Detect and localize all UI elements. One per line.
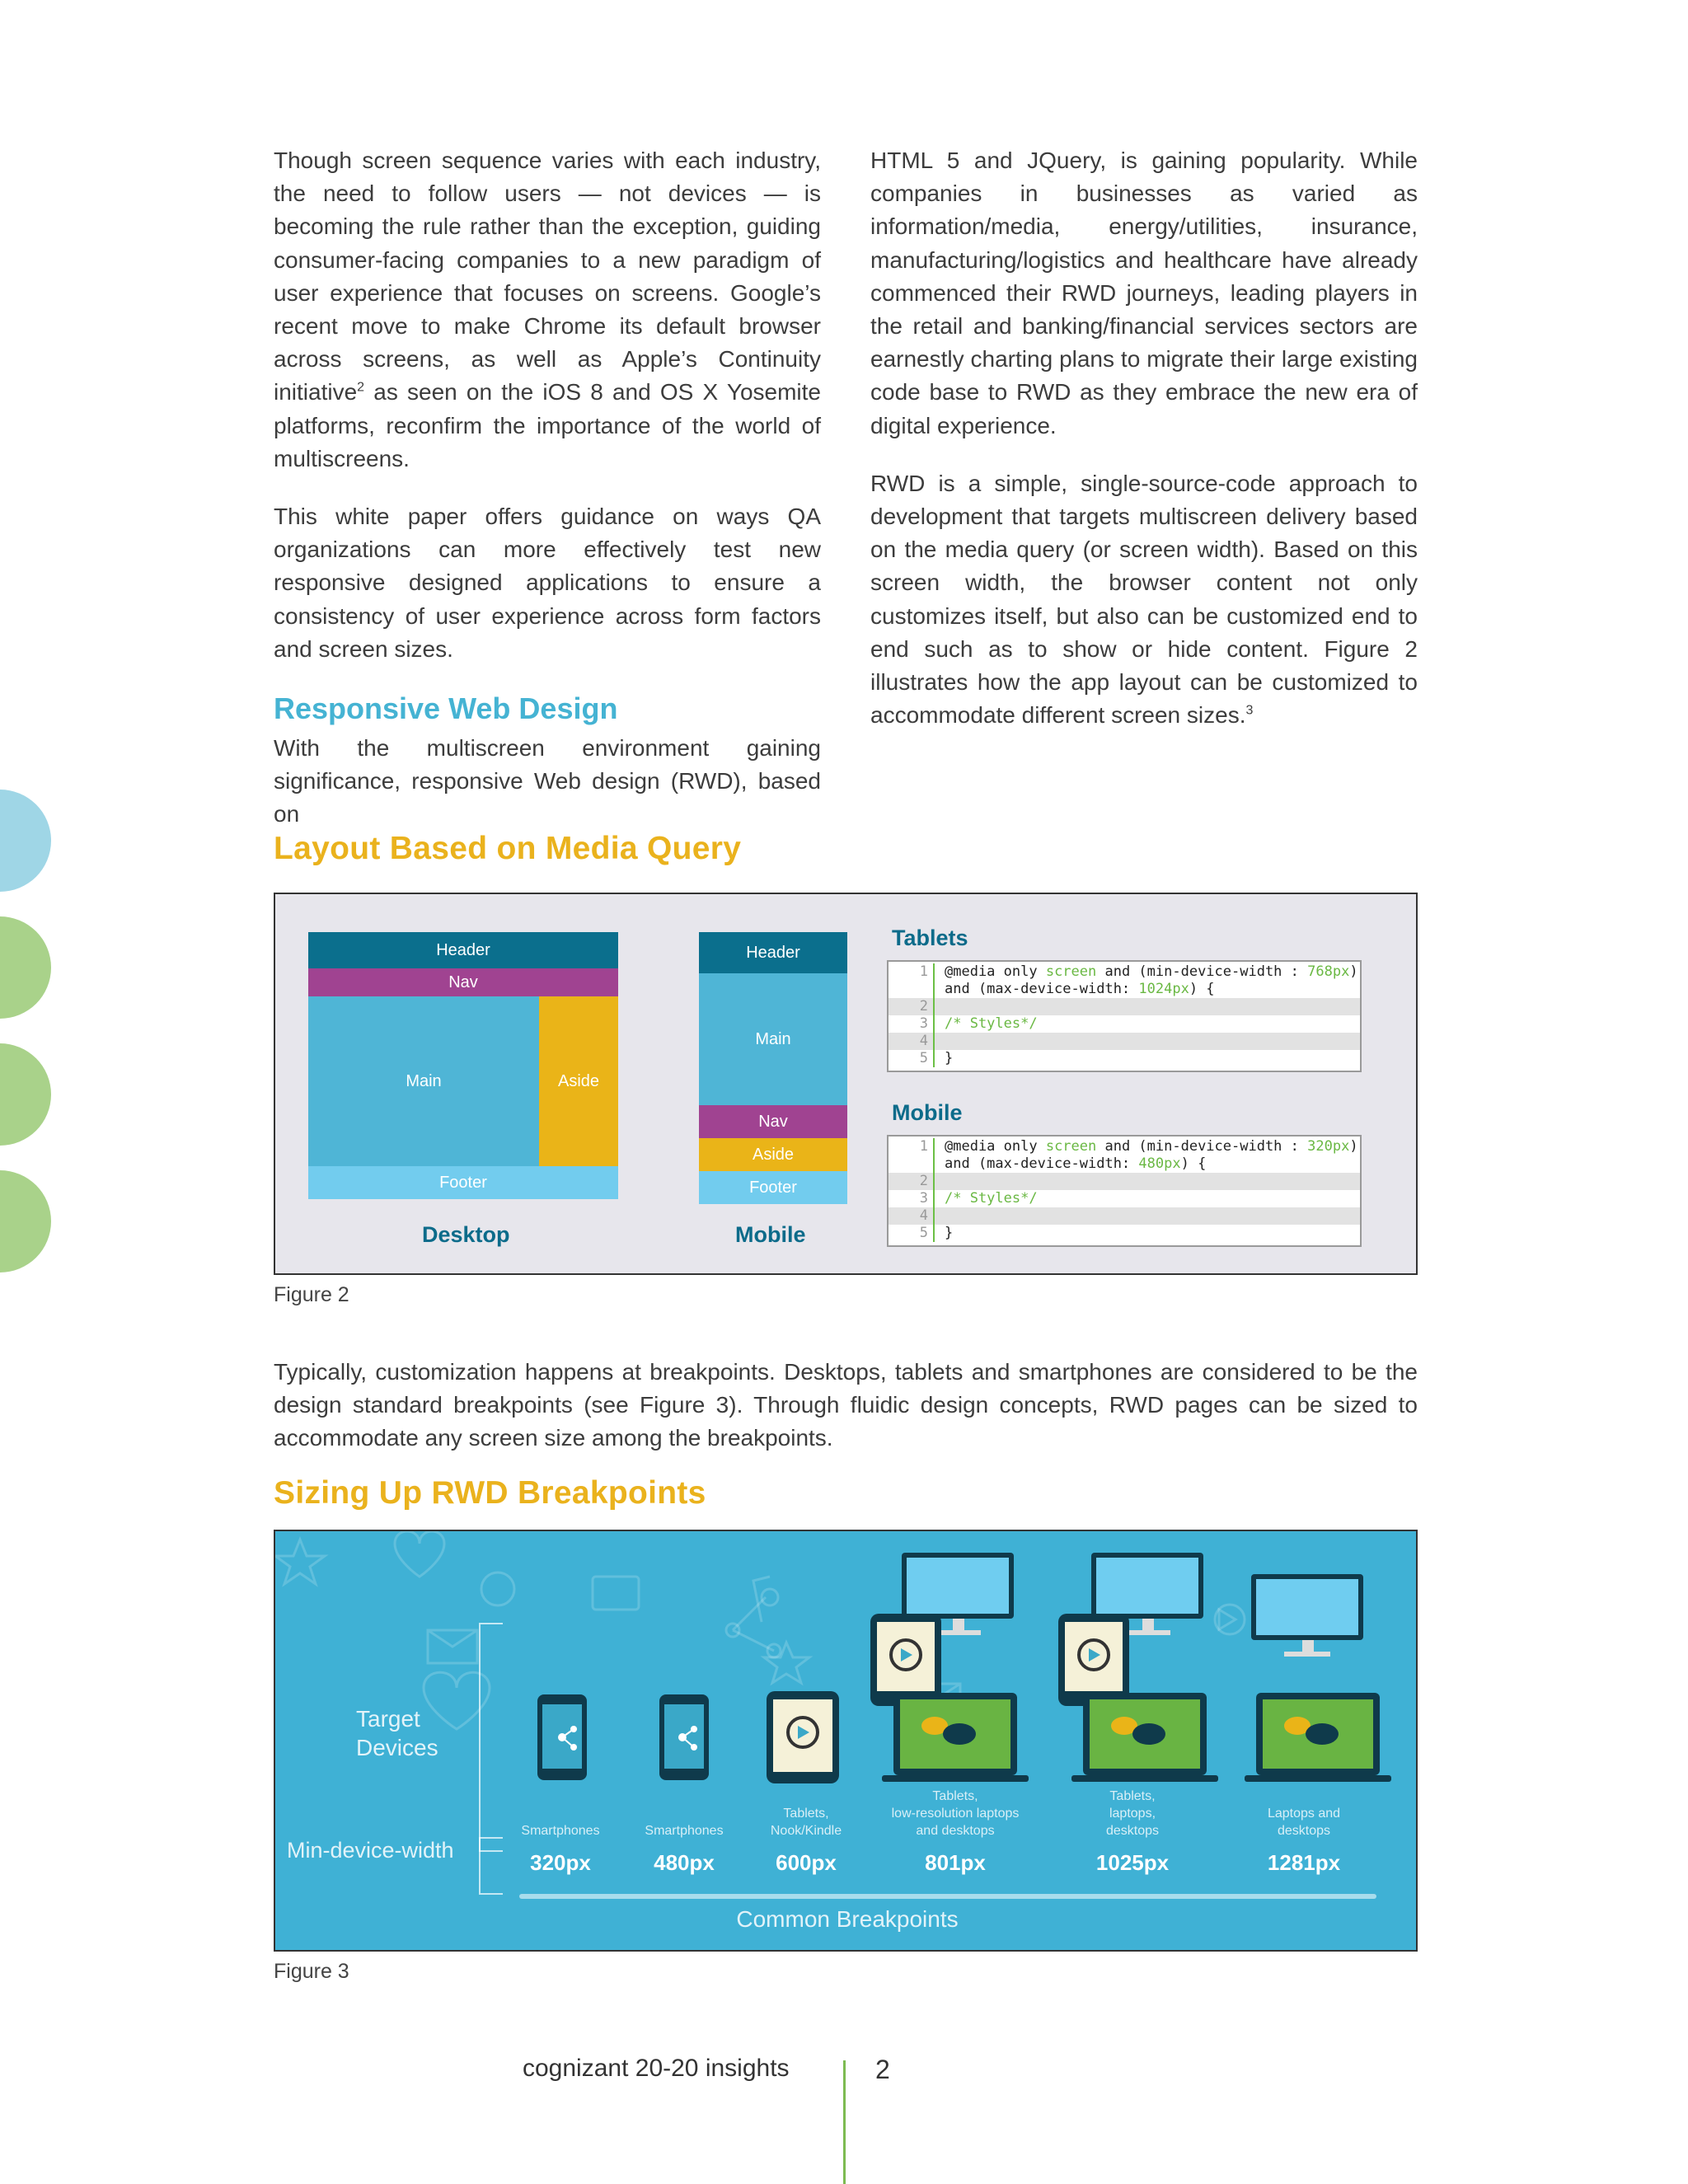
code-text: @media only screen and (min-device-width : 768px) — [945, 963, 1358, 980]
code-text: } — [945, 1225, 954, 1241]
decorative-dot-blue — [0, 790, 51, 892]
code-comment: /* Styles*/ — [945, 1015, 1038, 1032]
desktop-header-block: Header — [308, 932, 618, 968]
laptop-icon — [882, 1693, 1029, 1782]
figure2-heading: Layout Based on Media Query — [274, 831, 742, 866]
figure2-caption: Figure 2 — [274, 1283, 349, 1306]
mobile-main-block: Main — [699, 973, 847, 1105]
mobile-label: Mobile — [735, 1222, 806, 1247]
breakpoint-value: 600px — [776, 1850, 837, 1875]
code-text: and (max-device-width: 480px) { — [945, 1155, 1207, 1172]
device-label: Tablets, low-resolution laptops and desktops — [891, 1789, 1020, 1838]
mobile-header-block: Header — [699, 932, 847, 973]
line-number: 4 — [889, 1033, 935, 1050]
line-number: 3 — [889, 1015, 935, 1033]
mobile-code-title: Mobile — [892, 1100, 963, 1125]
code-comment: /* Styles*/ — [945, 1190, 1038, 1207]
breakpoint-value: 1281px — [1267, 1850, 1341, 1875]
tablet-icon — [870, 1614, 941, 1706]
mobile-footer-block: Footer — [699, 1171, 847, 1204]
left-column — [274, 144, 821, 856]
left-paragraph-2: This white paper offers guidance on ways QA organizations can more effectively test new responsive designed applications to ensure a consistency of user experience across form factors and screen sizes. — [274, 504, 821, 662]
page-number: 2 — [875, 2055, 890, 2084]
device-label: Smartphones — [521, 1824, 600, 1838]
mobile-aside-block: Aside — [699, 1138, 847, 1171]
line-number: 1 — [889, 1138, 935, 1155]
tablet-icon — [767, 1691, 839, 1783]
tablets-code-block — [887, 960, 1362, 1072]
left-paragraph-3: With the multiscreen environment gaining significance, responsive Web design (RWD), based on — [274, 735, 821, 827]
device-label: Tablets, Nook/Kindle — [770, 1807, 842, 1838]
laptop-icon — [1245, 1693, 1391, 1782]
line-number: 5 — [889, 1225, 935, 1242]
line-number: 1 — [889, 963, 935, 981]
breakpoints-bar — [519, 1894, 1376, 1899]
desktop-nav-block: Nav — [308, 968, 618, 996]
target-devices-label: Target Devices — [356, 1706, 438, 1760]
right-paragraph-2: RWD is a simple, single-source-code approach to development that targets multiscreen delivery based on the media query (or screen width). Based on this screen width, the browser content not only customizes itself, but also can be customized end to end such as to show or hide content. Figure 2 illustrates how the app layout can be customized to accommodate different screen sizes.$^3$ — [870, 470, 1418, 729]
code-text: and (max-device-width: 1024px) { — [945, 981, 1215, 997]
figure3-diagram — [274, 1530, 1418, 1952]
breakpoint-value: 320px — [530, 1850, 591, 1875]
monitor-icon — [1251, 1574, 1363, 1657]
desktop-aside-block: Aside — [539, 996, 618, 1166]
breakpoint-value: 801px — [925, 1850, 986, 1875]
device-label: Laptops and desktops — [1267, 1807, 1341, 1838]
mobile-code-block — [887, 1135, 1362, 1247]
line-number: 2 — [889, 998, 935, 1015]
desktop-label: Desktop — [422, 1222, 510, 1247]
min-device-width-label: Min-device-width — [287, 1838, 454, 1863]
figure3-caption: Figure 3 — [274, 1960, 349, 1983]
smartphone-icon — [537, 1694, 587, 1780]
laptop-icon — [1071, 1693, 1218, 1782]
footer-brand: cognizant 20-20 insights — [523, 2055, 790, 2082]
section-heading-rwd: Responsive Web Design — [274, 691, 618, 726]
desktop-main-block: Main — [308, 996, 539, 1166]
line-number: 4 — [889, 1207, 935, 1225]
code-text: } — [945, 1050, 954, 1066]
figure3-heading: Sizing Up RWD Breakpoints — [274, 1475, 706, 1511]
breakpoint-value: 1025px — [1095, 1850, 1170, 1875]
decorative-dot-green — [0, 1043, 51, 1146]
figure2-diagram — [274, 893, 1418, 1275]
code-text: @media only screen and (min-device-width : 320px) — [945, 1138, 1358, 1155]
mobile-nav-block: Nav — [699, 1105, 847, 1138]
line-number: 5 — [889, 1050, 935, 1067]
decorative-dot-green — [0, 916, 51, 1019]
device-illustrations — [275, 1531, 1418, 1952]
left-paragraph-1: Though screen sequence varies with each industry, the need to follow users — not devices — is becoming the rule rather than the exception, guiding consumer-facing companies to a new paradigm of user experience that focuses on screens. Google’s recent move to make Chrome its default browser across screens, as well as Apple’s Continuity initiative$^2$ as seen on the iOS 8 and OS X Yosemite platforms, reconfirm the importance of the world of multiscreens. — [274, 148, 821, 471]
right-paragraph-1: HTML 5 and JQuery, is gaining popularity. While companies in businesses as varied as information/media, energy/utilities, insurance, manufacturing/logistics and healthcare have already commenced their RWD journeys, leading players in the retail and banking/financial services sectors are earnestly charting plans to migrate their large existing code base to RWD as they embrace the new era of digital experience. — [870, 148, 1418, 438]
breakpoint-value: 480px — [654, 1850, 715, 1875]
decorative-dot-green — [0, 1170, 51, 1272]
smartphone-icon — [659, 1694, 709, 1780]
device-label: Tablets, laptops, desktops — [1105, 1789, 1160, 1838]
device-label: Smartphones — [645, 1824, 724, 1838]
right-column — [870, 144, 1418, 757]
body-paragraph-breakpoints: Typically, customization happens at breakpoints. Desktops, tablets and smartphones are considered to be the design standard breakpoints (see Figure 3). Through fluidic design concepts, RWD pages can be sized to accommodate any screen size among the breakpoints. — [274, 1359, 1418, 1451]
line-number: 3 — [889, 1190, 935, 1207]
desktop-footer-block: Footer — [308, 1166, 618, 1199]
tablets-code-title: Tablets — [892, 926, 968, 950]
tablet-icon — [1058, 1614, 1129, 1706]
common-breakpoints-label: Common Breakpoints — [736, 1906, 959, 1932]
footer-divider — [843, 2060, 846, 2184]
line-number: 2 — [889, 1173, 935, 1190]
